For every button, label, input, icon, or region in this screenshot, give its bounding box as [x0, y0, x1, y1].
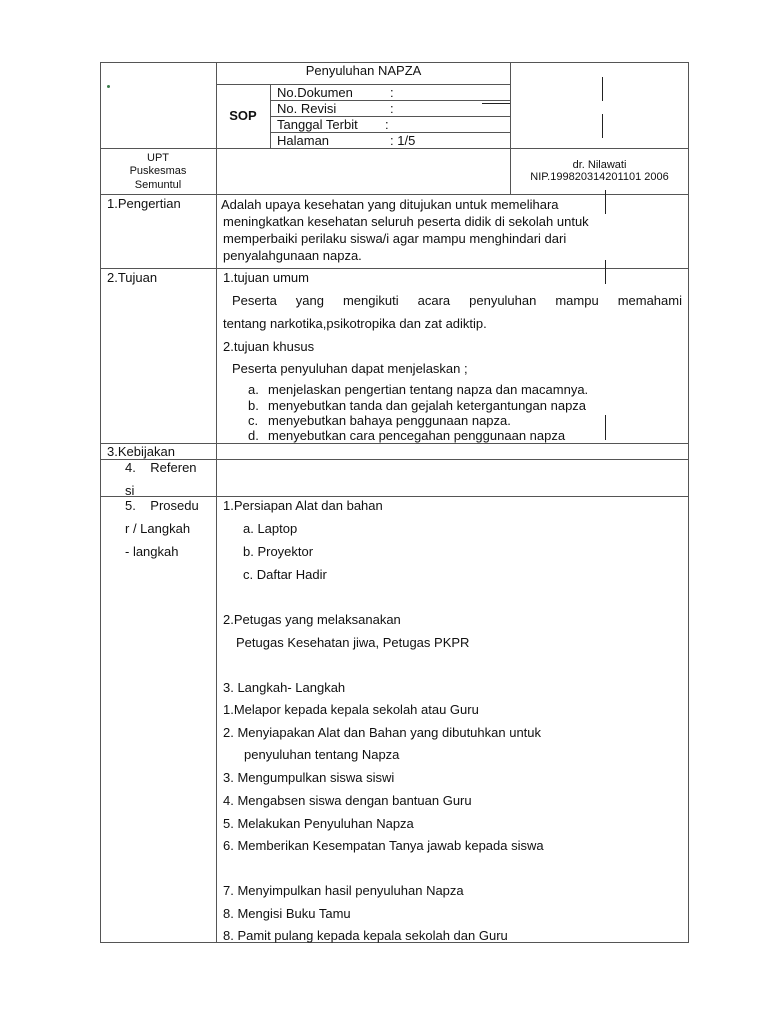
langkah-heading: 3. Langkah- Langkah — [223, 680, 346, 695]
logo-mark — [107, 85, 110, 88]
meta-label-tanggal: Tanggal Terbit — [277, 117, 358, 132]
org-name-line-1: UPT — [147, 152, 169, 164]
alat-item: c. Daftar Hadir — [243, 567, 327, 582]
row-line-org — [100, 194, 689, 195]
header-mark-2 — [602, 77, 603, 101]
body-mark-3 — [605, 415, 606, 440]
step-item: 6. Memberikan Kesempatan Tanya jawab kepada siswa — [223, 838, 544, 853]
row-line-tujuan — [100, 443, 689, 444]
meta-label-halaman: Halaman — [277, 133, 330, 148]
tujuan-umum-line: tentang narkotika,psikotropika dan zat adiktip. — [223, 316, 487, 331]
khusus-item-text: menyebutkan bahaya penggunaan napza. — [268, 413, 511, 428]
kebijakan-label: 3.Kebijakan — [107, 444, 175, 459]
tujuan-khusus-intro: Peserta penyuluhan dapat menjelaskan ; — [232, 361, 468, 376]
meta-label-revisi: No. Revisi — [277, 101, 337, 116]
khusus-item-marker: b. — [248, 398, 259, 413]
prosedur-label: - langkah — [125, 544, 179, 559]
meta-value-halaman: : 1/5 — [390, 133, 416, 148]
step-item: 1.Melapor kepada kepala sekolah atau Guru — [223, 702, 479, 717]
pengertian-line: Adalah upaya kesehatan yang ditujukan untuk memelihara — [221, 197, 559, 212]
body-mark-1 — [605, 190, 606, 214]
sop-label: SOP — [229, 108, 257, 123]
pengertian-line: penyalahgunaan napza. — [223, 248, 362, 263]
meta-label-dokumen: No.Dokumen — [277, 85, 353, 100]
petugas-heading: 2.Petugas yang melaksanakan — [223, 612, 401, 627]
step-item: 5. Melakukan Penyuluhan Napza — [223, 816, 414, 831]
header-bottom — [100, 148, 689, 149]
pengertian-line: memperbaiki perilaku siswa/i agar mampu menghindari dari — [223, 231, 567, 246]
tujuan-umum-heading: 1.tujuan umum — [223, 270, 309, 285]
khusus-item-text: menjelaskan pengertian tentang napza dan macamnya. — [268, 382, 589, 397]
step-item: 7. Menyimpulkan hasil penyuluhan Napza — [223, 883, 464, 898]
meta-value-dokumen: : — [390, 85, 394, 100]
row-line-pengertian — [100, 268, 689, 269]
pengertian-line: meningkatkan kesehatan seluruh peserta didik di sekolah untuk — [223, 214, 589, 229]
header-mark-1 — [482, 103, 510, 104]
alat-heading: 1.Persiapan Alat dan bahan — [223, 498, 383, 513]
step-item: penyuluhan tentang Napza — [244, 747, 400, 762]
tujuan-khusus-heading: 2.tujuan khusus — [223, 339, 315, 354]
step-item: 2. Menyiapakan Alat dan Bahan yang dibutuhkan untuk — [223, 725, 542, 740]
doc-title: Penyuluhan NAPZA — [305, 63, 422, 78]
prosedur-label: r / Langkah — [125, 521, 191, 536]
referensi-label: 4. Referen — [125, 460, 197, 475]
khusus-item-marker: c. — [248, 413, 259, 428]
signer-nip: NIP.199820314201101 2006 — [530, 171, 669, 183]
alat-item: a. Laptop — [243, 521, 298, 536]
meta-value-revisi: : — [390, 101, 394, 116]
prosedur-label: 5. Prosedu — [125, 498, 199, 513]
step-item: 3. Mengumpulkan siswa siswi — [223, 770, 395, 785]
row-line-referensi — [100, 496, 689, 497]
body-mark-2 — [605, 260, 606, 284]
khusus-item-marker: a. — [248, 382, 259, 397]
khusus-item-text: menyebutkan cara pencegahan penggunaan napza — [268, 428, 566, 443]
step-item: 8. Pamit pulang kepada kepala sekolah dan Guru — [223, 928, 508, 943]
tujuan-label: 2.Tujuan — [107, 270, 158, 285]
signer-name: dr. Nilawati — [572, 159, 627, 171]
org-name-line-3: Semuntul — [134, 179, 182, 191]
referensi-label: si — [125, 483, 135, 498]
tujuan-umum-line: Peserta yang mengikuti acara penyuluhan mampu memahami — [232, 293, 682, 308]
pengertian-label: 1.Pengertian — [107, 196, 181, 211]
khusus-item-text: menyebutkan tanda dan gejalah ketergantungan napza — [268, 398, 587, 413]
org-name-line-2: Puskesmas — [129, 165, 187, 177]
header-mark-3 — [602, 114, 603, 138]
meta-value-tanggal: : — [385, 117, 389, 132]
khusus-item-marker: d. — [248, 428, 259, 443]
title-underline — [216, 84, 511, 85]
petugas-text: Petugas Kesehatan jiwa, Petugas PKPR — [236, 635, 470, 650]
alat-item: b. Proyektor — [243, 544, 314, 559]
step-item: 8. Mengisi Buku Tamu — [223, 906, 351, 921]
step-item: 4. Mengabsen siswa dengan bantuan Guru — [223, 793, 472, 808]
